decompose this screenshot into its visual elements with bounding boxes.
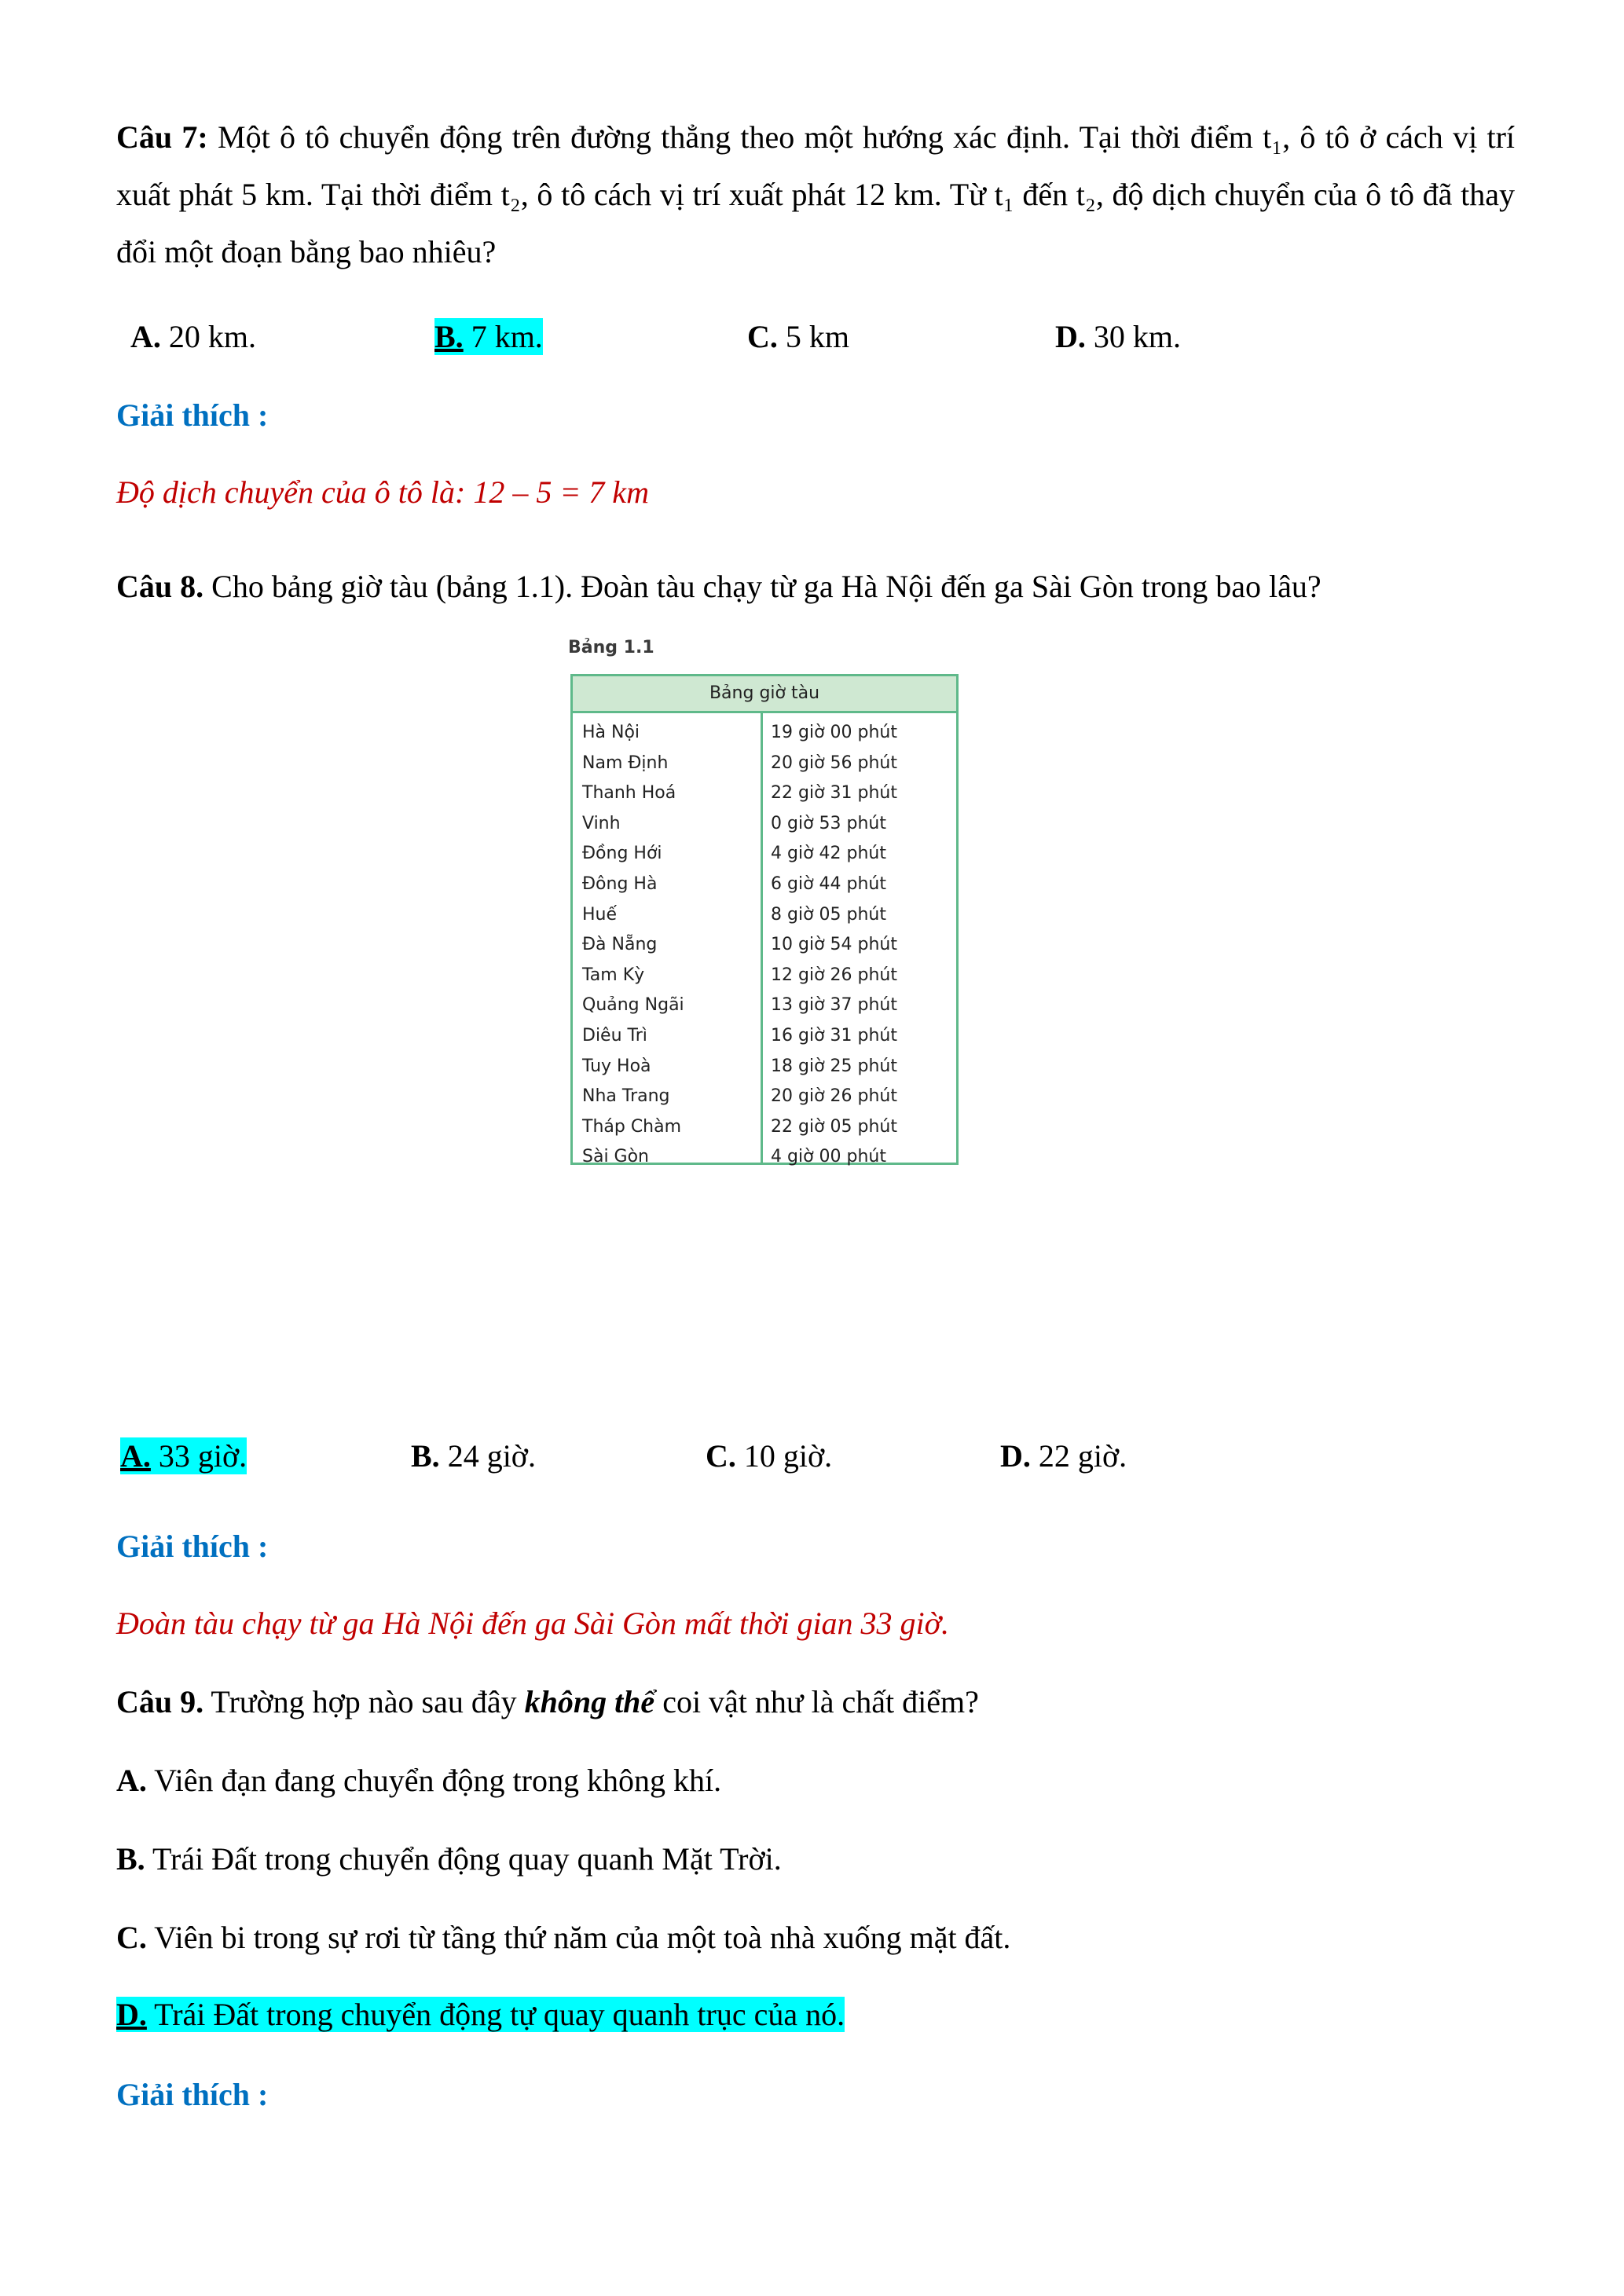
departure-time: 4 giờ 00 phút (771, 1147, 886, 1167)
departure-time: 4 giờ 42 phút (771, 844, 886, 864)
table-row (573, 1020, 956, 1050)
table-caption: Bảng 1.1 (568, 638, 654, 657)
q7-option-c: C. 5 km (747, 319, 850, 354)
question-8-text: Cho bảng giờ tàu (bảng 1.1). Đoàn tàu chạy từ ga Hà Nội đến ga Sài Gòn trong bao lâu? (203, 569, 1322, 604)
q8-explain-heading: Giải thích : (116, 1529, 269, 1564)
departure-time: 20 giờ 56 phút (771, 753, 897, 773)
departure-time: 10 giờ 54 phút (771, 935, 897, 955)
departure-time: 22 giờ 31 phút (771, 783, 897, 804)
q7-explain-heading: Giải thích : (116, 397, 269, 433)
station-name: Sài Gòn (582, 1147, 650, 1167)
question-8-options (0, 1437, 1414, 1485)
q8-option-b: B. 24 giờ. (411, 1438, 536, 1474)
station-name: Hà Nội (582, 723, 640, 742)
station-name: Vinh (582, 813, 621, 833)
q9-option-b: B. Trái Đất trong chuyển động quay quanh Mặt Trời. (116, 1841, 782, 1877)
departure-time: 20 giờ 26 phút (771, 1086, 897, 1107)
table-row (573, 1141, 956, 1171)
station-name: Thanh Hoá (582, 783, 676, 804)
q8-option-d: D. 22 giờ. (1000, 1438, 1127, 1474)
departure-time: 12 giờ 26 phút (771, 965, 897, 985)
table-row (573, 716, 956, 747)
departure-time: 13 giờ 37 phút (771, 995, 897, 1016)
question-9-label: Câu 9. (116, 1684, 204, 1719)
table-row (573, 899, 956, 929)
question-9-emphasis: không thể (524, 1684, 655, 1719)
station-name: Quảng Ngãi (582, 995, 684, 1016)
q9-option-d-correct: D. Trái Đất trong chuyển động tự quay quanh trục của nó. (116, 1997, 845, 2032)
q9-option-c: C. Viên bi trong sự rơi từ tầng thứ năm của một toà nhà xuống mặt đất. (116, 1920, 1011, 1955)
station-name: Đông Hà (582, 874, 658, 894)
station-name: Nam Định (582, 753, 669, 773)
departure-time: 19 giờ 00 phút (771, 723, 897, 742)
table-row (573, 868, 956, 899)
q7-option-b-correct: B. 7 km. (434, 319, 543, 354)
q7-option-d: D. 30 km. (1055, 319, 1182, 354)
table-row (573, 777, 956, 807)
q9-option-a: A. Viên đạn đang chuyển động trong không khí. (116, 1763, 722, 1798)
table-row (573, 807, 956, 838)
table-row (573, 1080, 956, 1111)
q8-explanation: Đoàn tàu chạy từ ga Hà Nội đến ga Sài Gòn mất thời gian 33 giờ. (116, 1606, 950, 1641)
station-name: Đà Nẵng (582, 935, 658, 955)
station-name: Tháp Chàm (582, 1116, 682, 1137)
question-8-label: Câu 8. (116, 569, 204, 604)
q8-option-a-correct: A. 33 giờ. (120, 1438, 247, 1474)
table-row (573, 959, 956, 990)
table-body (573, 713, 956, 1167)
departure-time: 8 giờ 05 phút (771, 904, 886, 925)
train-schedule-table (570, 674, 959, 1165)
departure-time: 6 giờ 44 phút (771, 874, 886, 894)
station-name: Tam Kỳ (582, 965, 645, 985)
table-row (573, 1050, 956, 1081)
station-name: Nha Trang (582, 1086, 670, 1107)
table-row (573, 837, 956, 868)
question-8 (116, 568, 1322, 605)
q9-explain-heading: Giải thích : (116, 2077, 269, 2112)
station-name: Diêu Trì (582, 1026, 647, 1045)
q7-explanation: Độ dịch chuyển của ô tô là: 12 – 5 = 7 km (116, 474, 649, 510)
question-7-label: Câu 7: (116, 119, 208, 155)
table-row (573, 989, 956, 1020)
question-9: Câu 9. Trường hợp nào sau đây không thể coi vật như là chất điểm? (116, 1684, 979, 1719)
table-row (573, 747, 956, 778)
departure-time: 16 giờ 31 phút (771, 1026, 897, 1045)
departure-time: 22 giờ 05 phút (771, 1116, 897, 1137)
departure-time: 18 giờ 25 phút (771, 1056, 897, 1076)
table-title: Bảng giờ tàu (573, 676, 956, 713)
question-7 (116, 108, 1515, 280)
table-row (573, 928, 956, 959)
station-name: Đồng Hới (582, 844, 662, 864)
station-name: Huế (582, 904, 618, 925)
train-schedule-figure (564, 638, 965, 1188)
departure-time: 0 giờ 53 phút (771, 813, 886, 833)
q7-option-a: A. 20 km. (130, 319, 257, 354)
question-7-text: Một ô tô chuyển động trên đường thẳng theo một hướng xác định. Tại thời điểm t₁, ô tô ở cách vị trí xuất phát 5 km. Tại thời điểm t₂, ô tô cách vị trí xuất phát 12 km. Từ t₁ đến t₂, độ dịch chuyển của ô tô đã thay đổi một đoạn bằng bao nhiêu? (116, 119, 1516, 269)
station-name: Tuy Hoà (582, 1056, 651, 1076)
table-row (573, 1111, 956, 1141)
q8-option-c: C. 10 giờ. (706, 1438, 833, 1474)
question-7-options (0, 318, 1414, 365)
